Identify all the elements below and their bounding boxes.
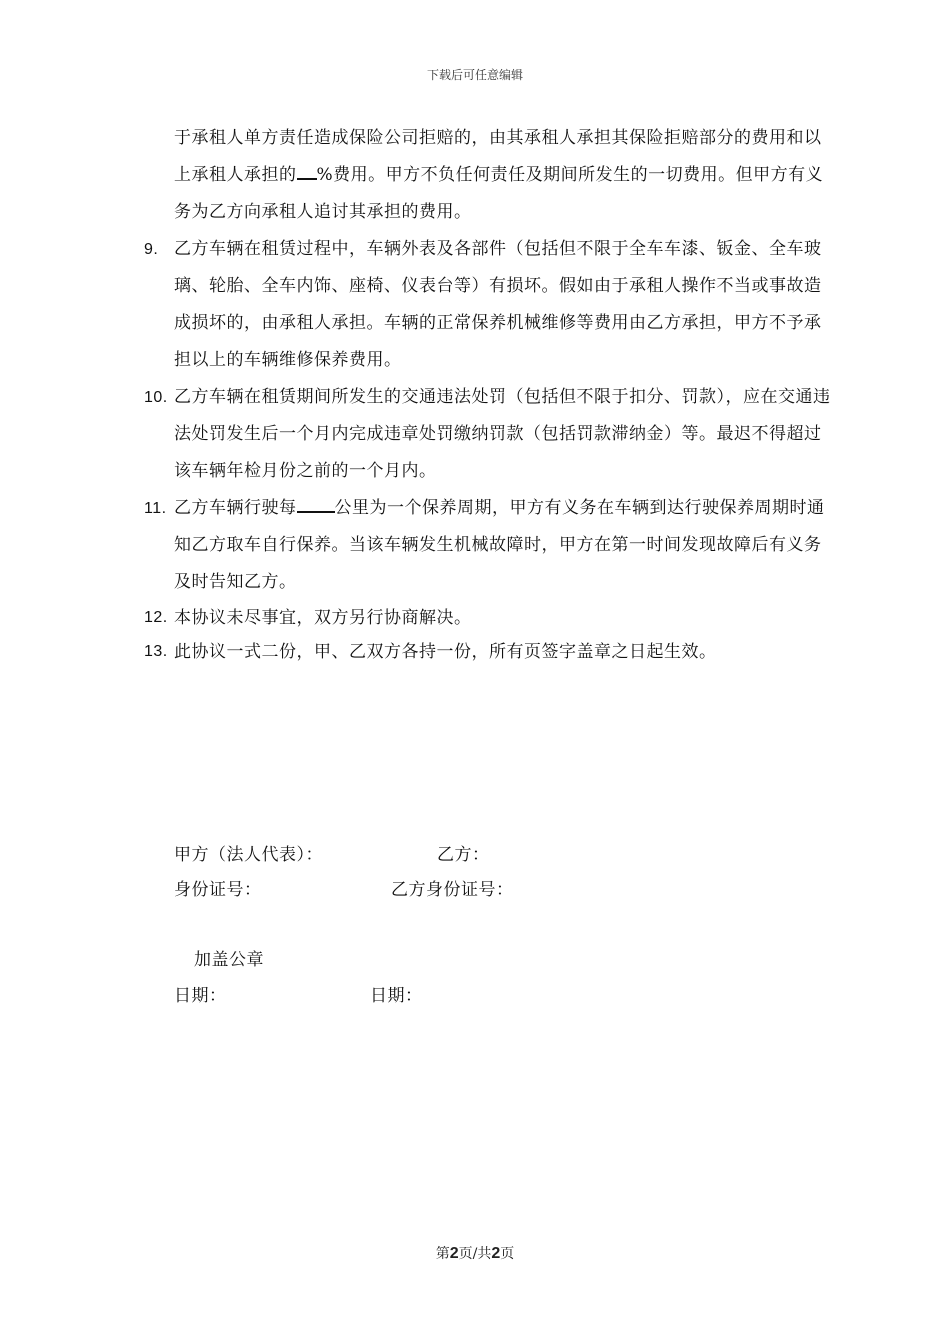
clause-9 <box>142 231 832 379</box>
percent-blank <box>297 158 317 180</box>
continuation-text-1: 于承租人单方责任造成保险公司拒赔的，由其承租人承担其保险拒赔部分的费用和以上承租人承担的 <box>174 128 822 185</box>
clause-number: 12. <box>144 609 168 626</box>
clause-text: 此协议一式二份，甲、乙双方各持一份，所有页签字盖章之日起生效。 <box>174 642 717 662</box>
party-a-label: 甲方（法人代表）： <box>174 845 323 865</box>
mileage-blank <box>297 491 335 513</box>
continuation-paragraph <box>142 120 832 231</box>
clause-11 <box>142 490 832 601</box>
current-page: 2 <box>449 1245 459 1262</box>
party-b-id-label: 乙方身份证号： <box>391 880 514 900</box>
total-pages: 2 <box>491 1245 501 1262</box>
party-a-id-label: 身份证号： <box>174 880 262 900</box>
clause-text-b: 公里为一个保养周期，甲方有义务在车辆到达行驶保养周期时通知乙方取车自行保养。当该车辆发生机械故障时，甲方在第一时间发现故障后有义务及时告知乙方。 <box>174 498 825 592</box>
party-a-date-label: 日期： <box>174 986 227 1006</box>
clause-number: 9. <box>144 241 159 258</box>
footer-middle: 页/共 <box>458 1246 492 1262</box>
footer-suffix: 页 <box>500 1246 515 1262</box>
page-footer <box>0 1243 950 1263</box>
clause-number: 10. <box>144 389 168 406</box>
clause-text-a: 乙方车辆行驶每 <box>174 498 297 518</box>
agreement-body <box>142 120 832 669</box>
clause-12 <box>142 601 832 635</box>
clause-13 <box>142 635 832 669</box>
header-note: 下载后可任意编辑 <box>426 68 523 82</box>
clause-text: 乙方车辆在租赁过程中，车辆外表及各部件（包括但不限于全车车漆、钣金、全车玻璃、轮胎、全车内饰、座椅、仪表台等）有损坏。假如由于承租人操作不当或事故造成损坏的，由承租人承担。车辆的正常保养机械维修等费用由乙方承担，甲方不予承担以上的车辆维修保养费用。 <box>174 239 822 370</box>
clause-number: 13. <box>144 643 168 660</box>
clause-10 <box>142 379 832 490</box>
party-b-date-label: 日期： <box>370 986 423 1006</box>
continuation-text-2: %费用。甲方不负任何责任及期间所发生的一切费用。但甲方有义务为乙方向承租人追讨其承担的费用。 <box>174 165 824 222</box>
footer-prefix: 第 <box>435 1246 450 1262</box>
clause-number: 11. <box>144 500 167 517</box>
clause-text: 本协议未尽事宜，双方另行协商解决。 <box>174 608 472 628</box>
party-b-label: 乙方： <box>437 845 490 865</box>
clause-text: 乙方车辆在租赁期间所发生的交通违法处罚（包括但不限于扣分、罚款），应在交通违法处罚发生后一个月内完成违章处罚缴纳罚款（包括罚款滞纳金）等。最迟不得超过该车辆年检月份之前的一个月内。 <box>174 387 831 481</box>
seal-label: 加盖公章 <box>194 950 264 970</box>
